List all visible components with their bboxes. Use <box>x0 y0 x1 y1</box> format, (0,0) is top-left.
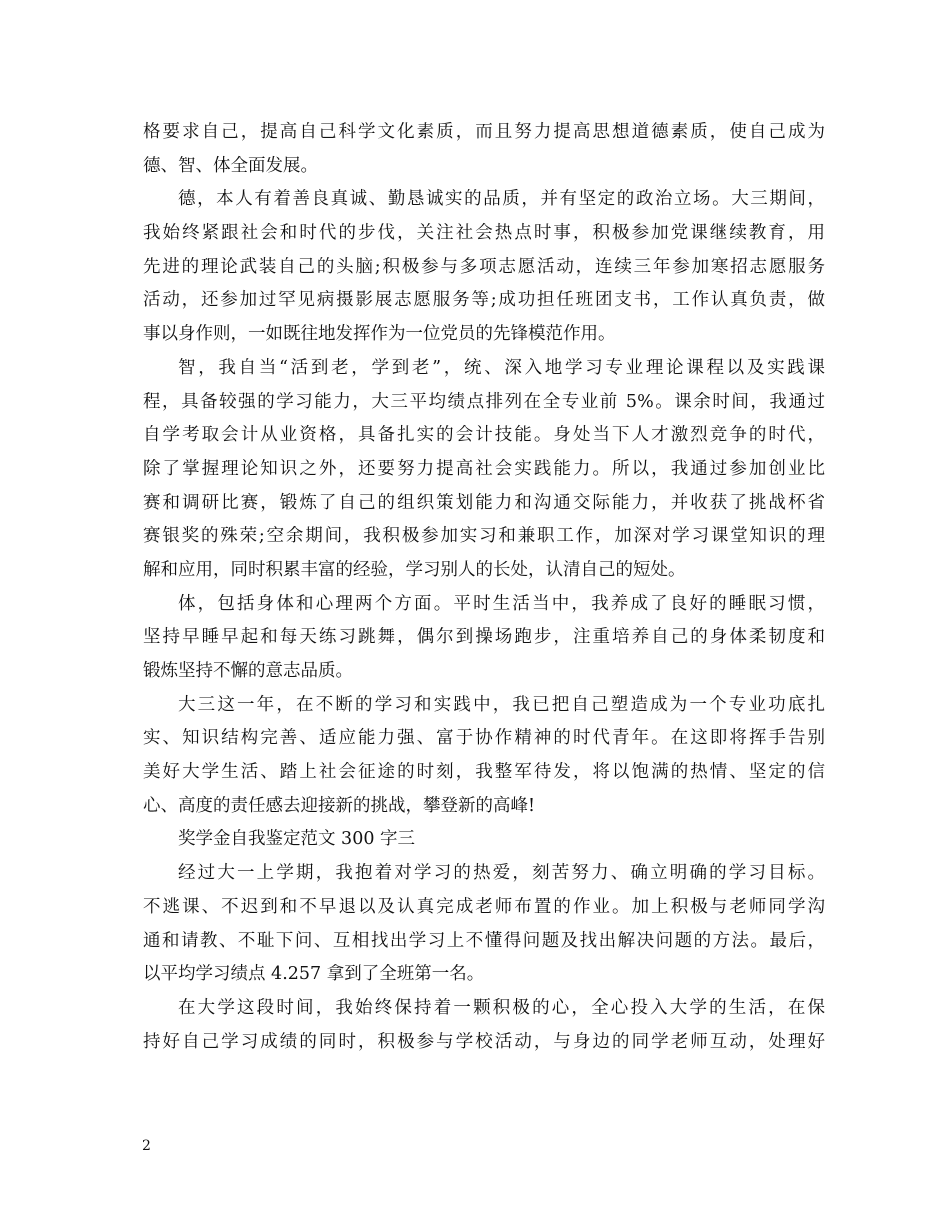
text-line: 心、高度的责任感去迎接新的挑战，攀登新的高峰! <box>143 795 536 816</box>
text-line: 实、知识结构完善、适应能力强、富于协作精神的时代青年。在这即将挥手告别 <box>143 728 825 749</box>
paragraph <box>143 857 825 992</box>
text-line: 事以身作则，一如既往地发挥作为一位党员的先锋模范作用。 <box>143 324 616 345</box>
text-line: 德，本人有着善良真诚、勤恳诚实的品质，并有坚定的政治立场。大三期间， <box>178 189 825 210</box>
paragraph <box>143 588 825 689</box>
text-line: 在大学这段时间，我始终保持着一颗积极的心，全心投入大学的生活，在保 <box>178 997 825 1018</box>
text-line: 大三这一年，在不断的学习和实践中，我已把自己塑造成为一个专业功底扎 <box>178 694 825 715</box>
text-line: 坚持早睡早起和每天练习跳舞，偶尔到操场跑步，注重培养自己的身体柔韧度和 <box>143 627 825 648</box>
text-line: 程，具备较强的学习能力，大三平均绩点排列在全专业前 5%。课余时间，我通过 <box>143 391 825 412</box>
text-line: 持好自己学习成绩的同时，积极参与学校活动，与身边的同学老师互动，处理好 <box>143 1031 825 1052</box>
text-line: 解和应用，同时积累丰富的经验，学习别人的长处，认清自己的短处。 <box>143 559 686 580</box>
text-line: 体，包括身体和心理两个方面。平时生活当中，我养成了良好的睡眠习惯， <box>178 593 825 614</box>
text-line: 赛和调研比赛，锻炼了自己的组织策划能力和沟通交际能力，并收获了挑战杯省 <box>143 492 825 513</box>
body-text <box>143 116 825 1059</box>
page-number: 2 <box>142 1138 151 1154</box>
text-line: 赛银奖的殊荣;空余期间，我积极参加实习和兼职工作，加深对学习课堂知识的理 <box>143 526 825 547</box>
text-line: 美好大学生活、踏上社会征途的时刻，我整军待发，将以饱满的热情、坚定的信 <box>143 762 825 783</box>
paragraph <box>143 992 825 1059</box>
text-line: 经过大一上学期，我抱着对学习的热爱，刻苦努力、确立明确的学习目标。 <box>178 863 825 884</box>
text-line: 除了掌握理论知识之外，还要努力提高社会实践能力。所以，我通过参加创业比 <box>143 458 825 479</box>
text-line: 以平均学习绩点 4.257 拿到了全班第一名。 <box>143 964 485 985</box>
text-line: 奖学金自我鉴定范文 300 字三 <box>178 829 416 850</box>
text-line: 先进的理论武装自己的头脑;积极参与多项志愿活动，连续三年参加寒招志愿服务 <box>143 256 825 277</box>
text-line: 锻炼坚持不懈的意志品质。 <box>143 661 353 681</box>
text-line: 我始终紧跟社会和时代的步伐，关注社会热点时事，积极参加党课继续教育，用 <box>143 223 825 244</box>
paragraph <box>143 823 825 857</box>
paragraph <box>143 116 825 183</box>
paragraph <box>143 183 825 351</box>
paragraph <box>143 689 825 824</box>
text-line: 格要求自己，提高自己科学文化素质，而且努力提高思想道德素质，使自己成为 <box>143 122 825 142</box>
text-line: 通和请教、不耻下问、互相找出学习上不懂得问题及找出解决问题的方法。最后， <box>143 930 825 951</box>
text-line: 自学考取会计从业资格，具备扎实的会计技能。身处当下人才激烈竞争的时代， <box>143 425 825 446</box>
text-line: 智，我自当“活到老，学到老”，统、深入地学习专业理论课程以及实践课 <box>178 357 825 378</box>
paragraph <box>143 352 825 588</box>
text-line: 不逃课、不迟到和不早退以及认真完成老师布置的作业。加上积极与老师同学沟 <box>143 896 825 917</box>
text-line: 德、智、体全面发展。 <box>143 155 318 176</box>
text-line: 活动，还参加过罕见病摄影展志愿服务等;成功担任班团支书，工作认真负责，做 <box>143 290 825 311</box>
